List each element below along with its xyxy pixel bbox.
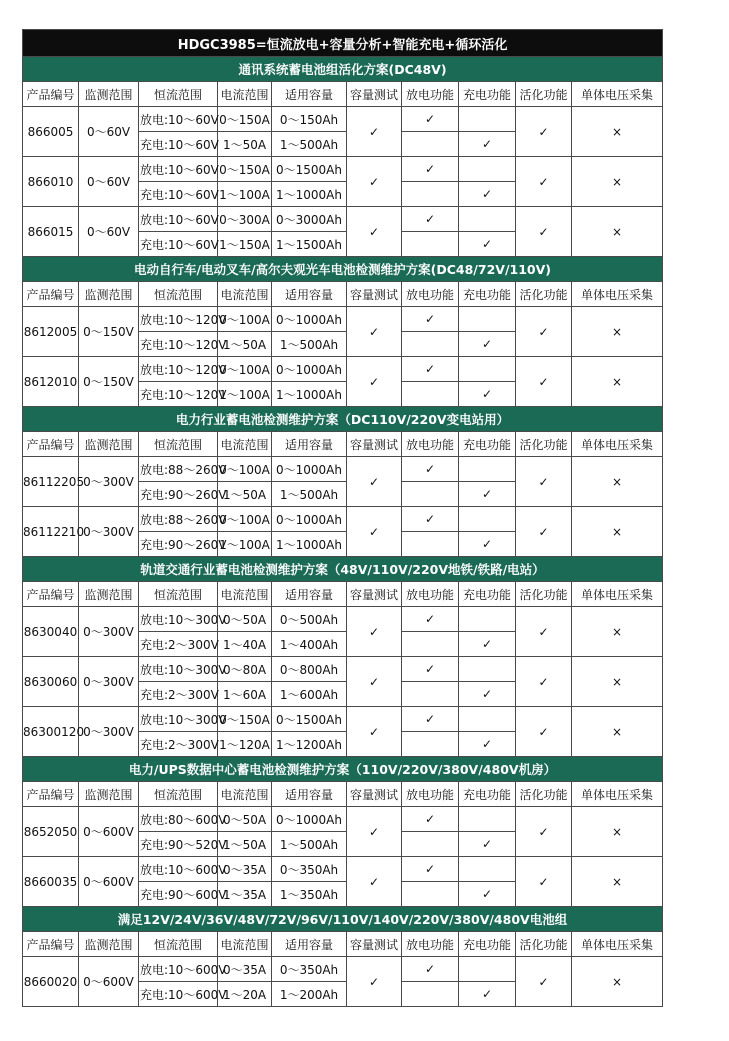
charge-cc-range: 充电:90～520V <box>139 832 218 857</box>
discharge-current: 0～35A <box>218 957 272 982</box>
column-header: 适用容量 <box>272 82 347 107</box>
column-header: 放电功能 <box>402 582 459 607</box>
discharge-function-empty <box>402 132 459 157</box>
column-header: 容量测试 <box>347 932 402 957</box>
charge-function-empty <box>459 507 516 532</box>
product-row <box>23 507 663 532</box>
cell-voltage-cross: × <box>572 457 663 507</box>
column-header: 恒流范围 <box>139 282 218 307</box>
section-title: 轨道交通行业蓄电池检测维护方案（48V/110V/220V地铁/铁路/电站） <box>23 557 663 582</box>
capacity-test-check: ✓ <box>347 207 402 257</box>
monitor-range: 0～300V <box>79 607 139 657</box>
capacity-test-check: ✓ <box>347 657 402 707</box>
column-header: 放电功能 <box>402 432 459 457</box>
column-header-row <box>23 782 663 807</box>
column-header: 放电功能 <box>402 782 459 807</box>
charge-function-empty <box>459 307 516 332</box>
column-header: 充电功能 <box>459 82 516 107</box>
section-title: 满足12V/24V/36V/48V/72V/96V/110V/140V/220V/380V/480V电池组 <box>23 907 663 932</box>
discharge-function-check: ✓ <box>402 707 459 732</box>
charge-current: 1～100A <box>218 532 272 557</box>
discharge-current: 0～150A <box>218 107 272 132</box>
product-row <box>23 657 663 682</box>
column-header-row <box>23 582 663 607</box>
discharge-current: 0～50A <box>218 807 272 832</box>
product-row <box>23 607 663 632</box>
discharge-cc-range: 放电:10～600V <box>139 857 218 882</box>
discharge-function-empty <box>402 832 459 857</box>
charge-function-check: ✓ <box>459 732 516 757</box>
charge-function-empty <box>459 707 516 732</box>
activation-check: ✓ <box>516 207 572 257</box>
discharge-current: 0～100A <box>218 307 272 332</box>
charge-current: 1～50A <box>218 832 272 857</box>
discharge-current: 0～100A <box>218 507 272 532</box>
column-header: 监测范围 <box>79 82 139 107</box>
column-header: 电流范围 <box>218 282 272 307</box>
charge-current: 1～120A <box>218 732 272 757</box>
column-header-row <box>23 432 663 457</box>
section-band-row <box>23 907 663 932</box>
column-header: 放电功能 <box>402 82 459 107</box>
discharge-function-check: ✓ <box>402 107 459 132</box>
discharge-current: 0～100A <box>218 357 272 382</box>
charge-function-empty <box>459 857 516 882</box>
charge-function-check: ✓ <box>459 382 516 407</box>
activation-check: ✓ <box>516 857 572 907</box>
column-header-row <box>23 82 663 107</box>
discharge-function-empty <box>402 982 459 1007</box>
column-header: 单体电压采集 <box>572 932 663 957</box>
column-header: 适用容量 <box>272 282 347 307</box>
capacity-test-check: ✓ <box>347 107 402 157</box>
charge-function-empty <box>459 357 516 382</box>
discharge-function-empty <box>402 632 459 657</box>
product-row <box>23 207 663 232</box>
column-header: 电流范围 <box>218 582 272 607</box>
column-header: 活化功能 <box>516 782 572 807</box>
section-title: 电动自行车/电动叉车/高尔夫观光车电池检测维护方案(DC48/72V/110V) <box>23 257 663 282</box>
column-header: 产品编号 <box>23 582 79 607</box>
cell-voltage-cross: × <box>572 857 663 907</box>
column-header-row <box>23 932 663 957</box>
column-header: 活化功能 <box>516 432 572 457</box>
charge-current: 1～40A <box>218 632 272 657</box>
charge-function-check: ✓ <box>459 632 516 657</box>
cell-voltage-cross: × <box>572 707 663 757</box>
column-header: 恒流范围 <box>139 432 218 457</box>
discharge-function-check: ✓ <box>402 857 459 882</box>
capacity-test-check: ✓ <box>347 707 402 757</box>
discharge-cc-range: 放电:88～260V <box>139 457 218 482</box>
discharge-current: 0～50A <box>218 607 272 632</box>
monitor-range: 0～300V <box>79 507 139 557</box>
product-code: 8630060 <box>23 657 79 707</box>
charge-cc-range: 充电:10～60V <box>139 182 218 207</box>
activation-check: ✓ <box>516 107 572 157</box>
section-title: 通讯系统蓄电池组活化方案(DC48V) <box>23 57 663 82</box>
charge-capacity: 1～1000Ah <box>272 532 347 557</box>
charge-current: 1～150A <box>218 232 272 257</box>
capacity-test-check: ✓ <box>347 507 402 557</box>
discharge-function-check: ✓ <box>402 507 459 532</box>
discharge-function-check: ✓ <box>402 457 459 482</box>
capacity-test-check: ✓ <box>347 807 402 857</box>
discharge-current: 0～80A <box>218 657 272 682</box>
discharge-capacity: 0～350Ah <box>272 857 347 882</box>
column-header: 监测范围 <box>79 932 139 957</box>
charge-current: 1～100A <box>218 382 272 407</box>
discharge-function-empty <box>402 682 459 707</box>
activation-check: ✓ <box>516 507 572 557</box>
discharge-function-empty <box>402 382 459 407</box>
column-header: 监测范围 <box>79 282 139 307</box>
product-code: 8630040 <box>23 607 79 657</box>
charge-capacity: 1～1500Ah <box>272 232 347 257</box>
charge-capacity: 1～500Ah <box>272 832 347 857</box>
capacity-test-check: ✓ <box>347 857 402 907</box>
charge-current: 1～50A <box>218 482 272 507</box>
column-header: 活化功能 <box>516 932 572 957</box>
discharge-cc-range: 放电:10～120V <box>139 307 218 332</box>
charge-function-check: ✓ <box>459 982 516 1007</box>
discharge-capacity: 0～1000Ah <box>272 507 347 532</box>
activation-check: ✓ <box>516 657 572 707</box>
product-code: 86112210 <box>23 507 79 557</box>
discharge-capacity: 0～500Ah <box>272 607 347 632</box>
discharge-capacity: 0～1000Ah <box>272 457 347 482</box>
discharge-capacity: 0～800Ah <box>272 657 347 682</box>
discharge-function-check: ✓ <box>402 307 459 332</box>
charge-function-check: ✓ <box>459 832 516 857</box>
monitor-range: 0～600V <box>79 957 139 1007</box>
charge-function-check: ✓ <box>459 232 516 257</box>
column-header: 充电功能 <box>459 282 516 307</box>
monitor-range: 0～60V <box>79 107 139 157</box>
discharge-capacity: 0～350Ah <box>272 957 347 982</box>
discharge-cc-range: 放电:80～600V <box>139 807 218 832</box>
column-header: 产品编号 <box>23 782 79 807</box>
column-header: 充电功能 <box>459 432 516 457</box>
discharge-function-check: ✓ <box>402 807 459 832</box>
charge-function-check: ✓ <box>459 532 516 557</box>
charge-capacity: 1～1000Ah <box>272 182 347 207</box>
discharge-cc-range: 放电:10～60V <box>139 157 218 182</box>
column-header: 单体电压采集 <box>572 282 663 307</box>
cell-voltage-cross: × <box>572 157 663 207</box>
charge-function-check: ✓ <box>459 482 516 507</box>
column-header: 监测范围 <box>79 782 139 807</box>
capacity-test-check: ✓ <box>347 157 402 207</box>
section-band-row <box>23 57 663 82</box>
monitor-range: 0～150V <box>79 357 139 407</box>
charge-capacity: 1～1200Ah <box>272 732 347 757</box>
cell-voltage-cross: × <box>572 607 663 657</box>
product-code: 8660035 <box>23 857 79 907</box>
charge-function-empty <box>459 807 516 832</box>
product-spec-sheet <box>22 29 662 1007</box>
column-header: 容量测试 <box>347 582 402 607</box>
discharge-capacity: 0～1000Ah <box>272 807 347 832</box>
discharge-current: 0～100A <box>218 457 272 482</box>
section-band-row <box>23 757 663 782</box>
product-row <box>23 957 663 982</box>
charge-capacity: 1～1000Ah <box>272 382 347 407</box>
monitor-range: 0～60V <box>79 157 139 207</box>
charge-capacity: 1～500Ah <box>272 482 347 507</box>
discharge-function-empty <box>402 482 459 507</box>
charge-function-empty <box>459 457 516 482</box>
charge-cc-range: 充电:10～600V <box>139 982 218 1007</box>
charge-current: 1～35A <box>218 882 272 907</box>
charge-cc-range: 充电:90～260V <box>139 482 218 507</box>
column-header: 充电功能 <box>459 932 516 957</box>
column-header: 适用容量 <box>272 582 347 607</box>
charge-capacity: 1～500Ah <box>272 132 347 157</box>
column-header: 恒流范围 <box>139 932 218 957</box>
column-header: 产品编号 <box>23 932 79 957</box>
product-code: 8612005 <box>23 307 79 357</box>
charge-capacity: 1～600Ah <box>272 682 347 707</box>
charge-capacity: 1～200Ah <box>272 982 347 1007</box>
charge-function-empty <box>459 107 516 132</box>
discharge-function-check: ✓ <box>402 157 459 182</box>
column-header: 容量测试 <box>347 782 402 807</box>
charge-function-check: ✓ <box>459 182 516 207</box>
page-title: HDGC3985=恒流放电+容量分析+智能充电+循环活化 <box>23 30 663 57</box>
column-header: 电流范围 <box>218 782 272 807</box>
product-code: 866005 <box>23 107 79 157</box>
charge-function-check: ✓ <box>459 882 516 907</box>
product-row <box>23 857 663 882</box>
column-header: 放电功能 <box>402 282 459 307</box>
column-header: 单体电压采集 <box>572 782 663 807</box>
charge-function-empty <box>459 957 516 982</box>
column-header: 监测范围 <box>79 582 139 607</box>
product-code: 866010 <box>23 157 79 207</box>
capacity-test-check: ✓ <box>347 957 402 1007</box>
column-header: 容量测试 <box>347 82 402 107</box>
column-header: 充电功能 <box>459 582 516 607</box>
charge-function-check: ✓ <box>459 682 516 707</box>
product-code: 8652050 <box>23 807 79 857</box>
charge-function-empty <box>459 207 516 232</box>
section-band-row <box>23 257 663 282</box>
charge-cc-range: 充电:2～300V <box>139 732 218 757</box>
product-row <box>23 457 663 482</box>
capacity-test-check: ✓ <box>347 307 402 357</box>
product-row <box>23 707 663 732</box>
discharge-cc-range: 放电:10～300V <box>139 607 218 632</box>
discharge-function-empty <box>402 332 459 357</box>
cell-voltage-cross: × <box>572 357 663 407</box>
discharge-cc-range: 放电:10～60V <box>139 207 218 232</box>
charge-current: 1～20A <box>218 982 272 1007</box>
cell-voltage-cross: × <box>572 657 663 707</box>
charge-function-empty <box>459 157 516 182</box>
product-row <box>23 807 663 832</box>
discharge-function-empty <box>402 732 459 757</box>
discharge-capacity: 0～1000Ah <box>272 307 347 332</box>
discharge-function-empty <box>402 882 459 907</box>
activation-check: ✓ <box>516 307 572 357</box>
discharge-capacity: 0～150Ah <box>272 107 347 132</box>
product-code: 866015 <box>23 207 79 257</box>
charge-cc-range: 充电:2～300V <box>139 632 218 657</box>
product-code: 8660020 <box>23 957 79 1007</box>
product-code: 8612010 <box>23 357 79 407</box>
column-header: 产品编号 <box>23 432 79 457</box>
column-header: 适用容量 <box>272 432 347 457</box>
discharge-capacity: 0～1000Ah <box>272 357 347 382</box>
column-header: 活化功能 <box>516 582 572 607</box>
discharge-function-check: ✓ <box>402 207 459 232</box>
charge-capacity: 1～350Ah <box>272 882 347 907</box>
charge-cc-range: 充电:2～300V <box>139 682 218 707</box>
capacity-test-check: ✓ <box>347 607 402 657</box>
charge-cc-range: 充电:10～60V <box>139 132 218 157</box>
column-header: 产品编号 <box>23 282 79 307</box>
column-header: 容量测试 <box>347 282 402 307</box>
activation-check: ✓ <box>516 707 572 757</box>
activation-check: ✓ <box>516 357 572 407</box>
column-header: 产品编号 <box>23 82 79 107</box>
column-header: 充电功能 <box>459 782 516 807</box>
discharge-current: 0～35A <box>218 857 272 882</box>
charge-function-empty <box>459 607 516 632</box>
charge-cc-range: 充电:10～120V <box>139 382 218 407</box>
activation-check: ✓ <box>516 807 572 857</box>
cell-voltage-cross: × <box>572 507 663 557</box>
charge-current: 1～50A <box>218 132 272 157</box>
discharge-function-check: ✓ <box>402 957 459 982</box>
discharge-current: 0～300A <box>218 207 272 232</box>
charge-capacity: 1～500Ah <box>272 332 347 357</box>
activation-check: ✓ <box>516 157 572 207</box>
column-header: 单体电压采集 <box>572 82 663 107</box>
product-row <box>23 357 663 382</box>
charge-function-check: ✓ <box>459 332 516 357</box>
monitor-range: 0～150V <box>79 307 139 357</box>
discharge-current: 0～150A <box>218 707 272 732</box>
discharge-cc-range: 放电:10～300V <box>139 707 218 732</box>
monitor-range: 0～60V <box>79 207 139 257</box>
column-header: 恒流范围 <box>139 782 218 807</box>
spec-table <box>22 29 663 1007</box>
column-header: 活化功能 <box>516 282 572 307</box>
column-header: 放电功能 <box>402 932 459 957</box>
charge-cc-range: 充电:90～600V <box>139 882 218 907</box>
discharge-function-empty <box>402 532 459 557</box>
product-row <box>23 307 663 332</box>
product-code: 86300120 <box>23 707 79 757</box>
column-header: 电流范围 <box>218 82 272 107</box>
monitor-range: 0～600V <box>79 857 139 907</box>
column-header: 电流范围 <box>218 932 272 957</box>
discharge-capacity: 0～1500Ah <box>272 707 347 732</box>
cell-voltage-cross: × <box>572 207 663 257</box>
discharge-function-check: ✓ <box>402 607 459 632</box>
column-header: 容量测试 <box>347 432 402 457</box>
monitor-range: 0～300V <box>79 457 139 507</box>
monitor-range: 0～300V <box>79 707 139 757</box>
discharge-cc-range: 放电:10～60V <box>139 107 218 132</box>
discharge-function-check: ✓ <box>402 657 459 682</box>
monitor-range: 0～300V <box>79 657 139 707</box>
charge-current: 1～60A <box>218 682 272 707</box>
cell-voltage-cross: × <box>572 957 663 1007</box>
monitor-range: 0～600V <box>79 807 139 857</box>
column-header: 监测范围 <box>79 432 139 457</box>
charge-function-check: ✓ <box>459 132 516 157</box>
charge-function-empty <box>459 657 516 682</box>
charge-cc-range: 充电:10～60V <box>139 232 218 257</box>
discharge-function-empty <box>402 232 459 257</box>
column-header: 恒流范围 <box>139 82 218 107</box>
discharge-capacity: 0～3000Ah <box>272 207 347 232</box>
column-header: 适用容量 <box>272 782 347 807</box>
cell-voltage-cross: × <box>572 107 663 157</box>
discharge-cc-range: 放电:10～120V <box>139 357 218 382</box>
column-header: 活化功能 <box>516 82 572 107</box>
activation-check: ✓ <box>516 457 572 507</box>
discharge-cc-range: 放电:10～300V <box>139 657 218 682</box>
column-header: 适用容量 <box>272 932 347 957</box>
column-header: 恒流范围 <box>139 582 218 607</box>
charge-current: 1～50A <box>218 332 272 357</box>
charge-capacity: 1～400Ah <box>272 632 347 657</box>
column-header: 单体电压采集 <box>572 432 663 457</box>
discharge-function-empty <box>402 182 459 207</box>
product-row <box>23 157 663 182</box>
product-code: 86112205 <box>23 457 79 507</box>
discharge-capacity: 0～1500Ah <box>272 157 347 182</box>
discharge-current: 0～150A <box>218 157 272 182</box>
section-band-row <box>23 557 663 582</box>
cell-voltage-cross: × <box>572 307 663 357</box>
discharge-cc-range: 放电:88～260V <box>139 507 218 532</box>
charge-current: 1～100A <box>218 182 272 207</box>
column-header: 单体电压采集 <box>572 582 663 607</box>
cell-voltage-cross: × <box>572 807 663 857</box>
product-row <box>23 107 663 132</box>
charge-cc-range: 充电:10～120V <box>139 332 218 357</box>
capacity-test-check: ✓ <box>347 357 402 407</box>
column-header-row <box>23 282 663 307</box>
title-row <box>23 30 663 57</box>
section-title: 电力/UPS数据中心蓄电池检测维护方案（110V/220V/380V/480V机房） <box>23 757 663 782</box>
charge-cc-range: 充电:90～260V <box>139 532 218 557</box>
section-band-row <box>23 407 663 432</box>
section-title: 电力行业蓄电池检测维护方案（DC110V/220V变电站用） <box>23 407 663 432</box>
discharge-cc-range: 放电:10～600V <box>139 957 218 982</box>
column-header: 电流范围 <box>218 432 272 457</box>
activation-check: ✓ <box>516 607 572 657</box>
discharge-function-check: ✓ <box>402 357 459 382</box>
capacity-test-check: ✓ <box>347 457 402 507</box>
activation-check: ✓ <box>516 957 572 1007</box>
